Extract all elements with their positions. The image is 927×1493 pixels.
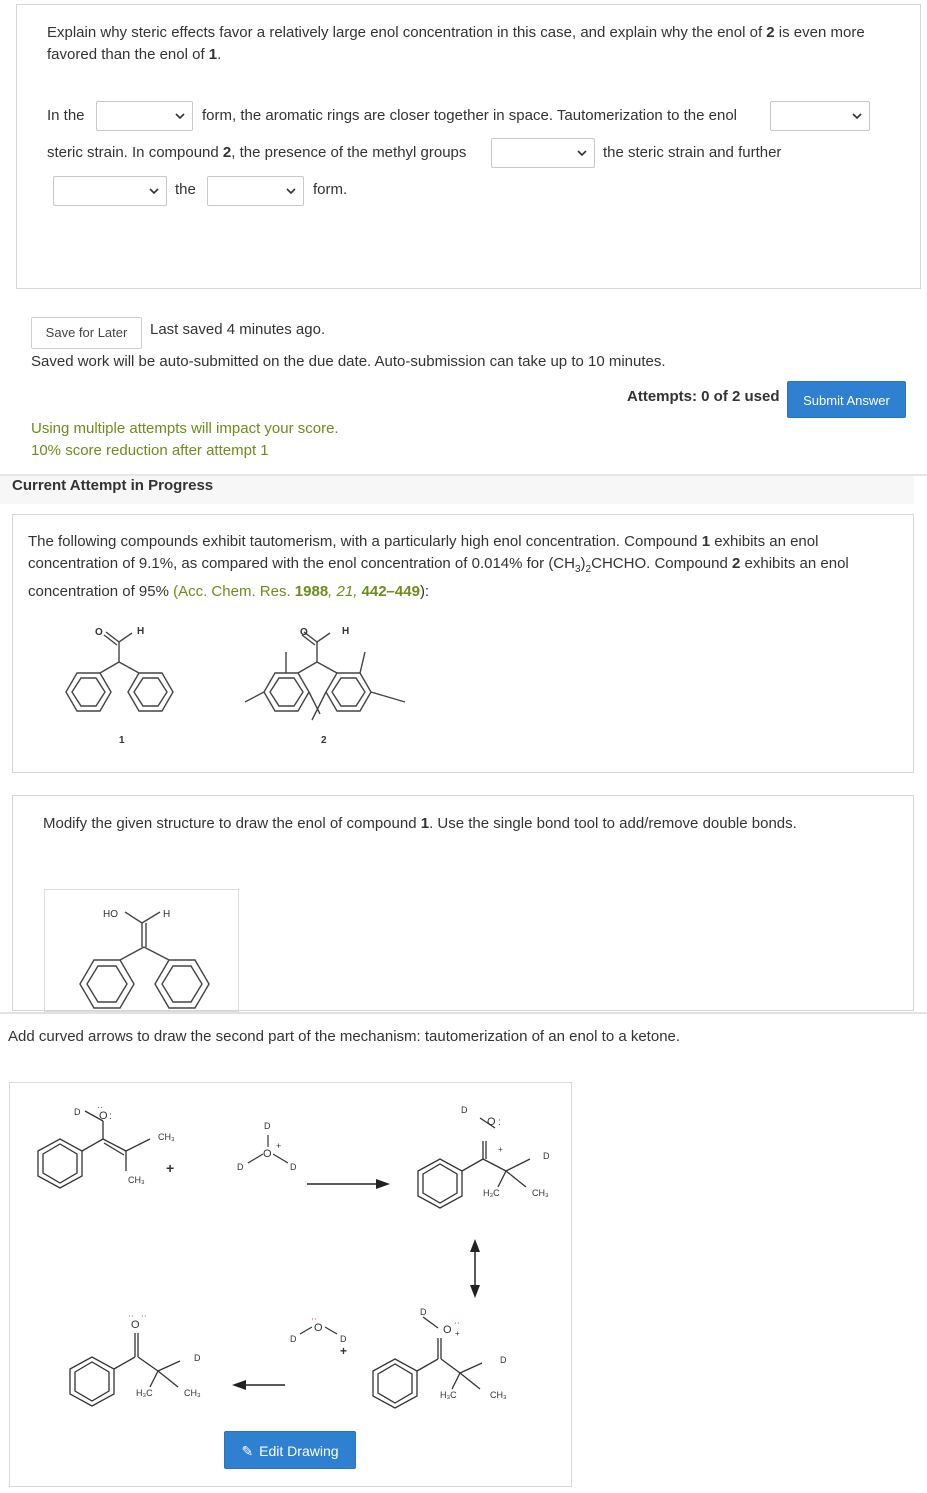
svg-text:O: O bbox=[443, 1324, 452, 1336]
dropdown-form-2[interactable] bbox=[207, 176, 304, 206]
svg-text:H₃C: H₃C bbox=[483, 1188, 500, 1198]
svg-text:CH₃: CH₃ bbox=[532, 1188, 549, 1198]
line1-text-a: In the bbox=[47, 107, 85, 124]
mechanism-drawing bbox=[10, 1083, 573, 1488]
compound-1-label: 1 bbox=[119, 735, 125, 746]
enol-H: H bbox=[163, 909, 171, 920]
svg-text:O: O bbox=[263, 1148, 272, 1160]
chevron-down-icon bbox=[851, 110, 863, 122]
line2-text-c: the steric strain and further bbox=[603, 144, 782, 161]
intro-text: The following compounds exhibit tautomerism, with a particularly high enol concentration. Compound 1 exhibits an enol concentration of 9.1%, as compared with the enol concentration of 0.014% for $(CH_3)_2CHCHO$. Compound 2 exhibits an enol concentration of 95% (Acc. Chem. Res. 1988, 21, 442–449): bbox=[28, 533, 849, 600]
svg-text:⋅⋅: ⋅⋅ bbox=[141, 1311, 147, 1321]
svg-text:O: O bbox=[99, 1110, 108, 1122]
penalty-line-1: Using multiple attempts will impact your score. bbox=[31, 420, 339, 437]
svg-text:D: D bbox=[461, 1105, 468, 1115]
dropdown-form-1[interactable] bbox=[96, 101, 193, 131]
svg-text:D: D bbox=[543, 1151, 550, 1161]
line1-text-b: form, the aromatic rings are closer together in space. Tautomerization to the enol bbox=[202, 107, 737, 124]
svg-text:CH₃: CH₃ bbox=[490, 1390, 507, 1400]
svg-text:D: D bbox=[500, 1355, 507, 1365]
mechanism-instruction: Add curved arrows to draw the second part of the mechanism: tautomerization of an enol to a ketone. bbox=[8, 1028, 681, 1045]
compound-1-H: H bbox=[137, 626, 145, 637]
ketone-product bbox=[70, 1333, 180, 1406]
dropdown-enol-strain[interactable] bbox=[770, 101, 870, 131]
chevron-down-icon bbox=[576, 147, 588, 159]
last-saved-text: Last saved 4 minutes ago. bbox=[150, 321, 326, 338]
question-card bbox=[16, 4, 921, 289]
compound-2-structure bbox=[245, 632, 405, 720]
enol-HO: HO bbox=[103, 909, 118, 920]
chevron-down-icon bbox=[174, 110, 186, 122]
svg-text:+: + bbox=[498, 1145, 503, 1154]
draw-card bbox=[12, 795, 914, 1011]
svg-text:+: + bbox=[276, 1141, 282, 1151]
svg-text:O: O bbox=[487, 1116, 496, 1128]
question-prompt: Explain why steric effects favor a relatively large enol concentration in this case, and explain why the enol of 2 is even more favored than the enol of 1. bbox=[47, 24, 865, 63]
svg-text:CH₃: CH₃ bbox=[184, 1388, 201, 1398]
svg-text:D: D bbox=[290, 1334, 297, 1344]
svg-text:O: O bbox=[314, 1322, 323, 1334]
mechanism-panel bbox=[0, 1012, 927, 1492]
drawing-canvas[interactable] bbox=[44, 889, 239, 1012]
backward-arrow bbox=[232, 1380, 285, 1390]
citation[interactable]: (Acc. Chem. Res. 1988, 21, 442–449 bbox=[173, 583, 420, 600]
dropdown-methyl-effect[interactable] bbox=[491, 138, 595, 168]
svg-text:D: D bbox=[237, 1162, 244, 1172]
line3-text-a: the bbox=[175, 181, 196, 198]
auto-submit-note: Saved work will be auto-submitted on the due date. Auto-submission can take up to 10 minutes. bbox=[31, 353, 666, 370]
svg-text:D: D bbox=[74, 1107, 81, 1117]
svg-text:D: D bbox=[264, 1121, 271, 1131]
svg-text:+: + bbox=[166, 1160, 175, 1176]
enol-sketch bbox=[45, 890, 239, 1012]
chevron-down-icon bbox=[148, 185, 160, 197]
submit-answer-button[interactable]: Submit Answer bbox=[787, 381, 906, 418]
dropdown-favor[interactable] bbox=[53, 176, 167, 206]
compound-2-H: H bbox=[342, 626, 350, 637]
current-attempt-heading: Current Attempt in Progress bbox=[12, 477, 214, 494]
line3-text-b: form. bbox=[313, 181, 348, 198]
pencil-icon: ✎ bbox=[241, 1443, 254, 1459]
penalty-line-2: 10% score reduction after attempt 1 bbox=[31, 442, 269, 459]
svg-text::: : bbox=[109, 1111, 112, 1122]
svg-text:CH₃: CH₃ bbox=[128, 1175, 145, 1185]
mechanism-canvas bbox=[9, 1082, 572, 1487]
draw-instruction: Modify the given structure to draw the enol of compound 1. Use the single bond tool to add/remove double bonds. bbox=[43, 815, 797, 832]
svg-text:+: + bbox=[340, 1344, 348, 1358]
intro-card bbox=[12, 514, 914, 773]
line2-text: steric strain. In compound 2, the presence of the methyl groups bbox=[47, 144, 467, 161]
svg-text:O: O bbox=[131, 1319, 140, 1331]
svg-text:H₃C: H₃C bbox=[136, 1388, 153, 1398]
svg-text::: : bbox=[498, 1117, 501, 1128]
forward-arrow bbox=[307, 1179, 390, 1189]
compound-2-label: 2 bbox=[321, 735, 327, 746]
compound-1-O: O bbox=[95, 627, 103, 638]
resonance-arrow bbox=[470, 1239, 480, 1298]
svg-text:H₃C: H₃C bbox=[440, 1390, 457, 1400]
chevron-down-icon bbox=[285, 185, 297, 197]
edit-drawing-button[interactable]: ✎ Edit Drawing bbox=[224, 1431, 356, 1469]
svg-text:D: D bbox=[194, 1353, 201, 1363]
svg-text:CH₃: CH₃ bbox=[158, 1132, 175, 1142]
attempts-counter: Attempts: 0 of 2 used bbox=[627, 388, 780, 405]
svg-text:D: D bbox=[340, 1334, 347, 1344]
svg-text:D: D bbox=[290, 1162, 297, 1172]
save-for-later-button[interactable]: Save for Later bbox=[31, 317, 142, 349]
oxonium-product bbox=[418, 1118, 530, 1208]
svg-text:⋅⋅: ⋅⋅ bbox=[311, 1314, 317, 1324]
compound-2-O: O bbox=[300, 627, 308, 638]
svg-text:⋅⋅: ⋅⋅ bbox=[454, 1318, 460, 1328]
compound-1-structure bbox=[66, 632, 173, 711]
svg-text:⋅⋅: ⋅⋅ bbox=[128, 1311, 134, 1321]
compound-structures bbox=[13, 610, 915, 760]
svg-text:+: + bbox=[455, 1329, 460, 1338]
svg-text:⋅⋅: ⋅⋅ bbox=[97, 1103, 104, 1114]
svg-text:D: D bbox=[420, 1307, 427, 1317]
protonated-ketone bbox=[373, 1317, 482, 1408]
